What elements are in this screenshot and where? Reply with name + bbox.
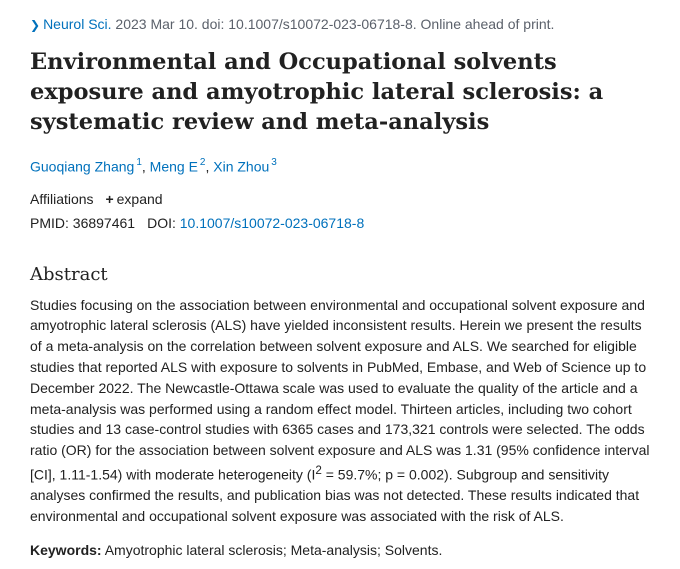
expand-affiliations-button[interactable]: [105, 191, 162, 207]
abstract-text: [30, 295, 654, 527]
author-link[interactable]: Meng E: [149, 158, 198, 175]
chevron-right-icon: ❯: [30, 18, 41, 32]
author-separator: ,: [141, 158, 150, 175]
plus-icon: +: [105, 190, 114, 207]
abstract-heading: Abstract: [30, 263, 108, 285]
expand-label: expand: [116, 190, 163, 207]
citation-line: [30, 14, 650, 35]
author-link[interactable]: Guoqiang Zhang: [30, 158, 135, 175]
keywords-label: Keywords:: [30, 542, 102, 559]
identifiers-row: [30, 213, 650, 233]
pmid-value: 36897461: [72, 214, 136, 231]
author-separator: ,: [205, 158, 214, 175]
author-link[interactable]: Xin Zhou: [213, 158, 270, 175]
affiliations-label: Affiliations: [30, 190, 94, 207]
doi-link[interactable]: 10.1007/s10072-023-06718-8: [179, 214, 365, 231]
article-title: Environmental and Occupational solvents exposure and amyotrophic lateral sclerosis: a systematic review and meta-analysis: [30, 49, 604, 135]
author-affiliation-ref[interactable]: 3: [271, 157, 277, 168]
abstract-superscript: 2: [315, 464, 322, 478]
affiliations-row: [30, 189, 650, 209]
abstract-text-part-2: = 59.7%; p = 0.002). Subgroup and sensitivity analyses confirmed the results, and publication bias was not detected. These results indicated that environmental and occupational solvent exposure was associated with the risk of ALS.: [30, 466, 640, 525]
keywords-list: Amyotrophic lateral sclerosis; Meta-analysis; Solvents.: [101, 542, 443, 559]
pmid-label: PMID:: [30, 214, 69, 231]
citation-details: 2023 Mar 10. doi: 10.1007/s10072-023-06718-8. Online ahead of print.: [111, 16, 555, 32]
abstract-text-part-1: Studies focusing on the association between environmental and occupational solvent exposure and amyotrophic lateral sclerosis (ALS) have yielded inconsistent results. Herein we present the results of a meta-analysis on the correlation between solvent exposure and ALS. We searched for eligible studies that reported ALS with exposure to solvents in PubMed, Embase, and Web of Science up to December 2022. The Newcastle-Ottawa scale was used to evaluate the quality of the article and a meta-analysis was performed using a random effect model. Thirteen articles, including two cohort studies and 13 case-control studies with 6365 cases and 173,321 controls were selected. The odds ratio (OR) for the association between solvent exposure and ALS was 1.31 (95% confidence interval [CI], 1.11-1.54) with moderate heterogeneity (I: [30, 296, 650, 483]
author-affiliation-ref[interactable]: 2: [199, 157, 206, 168]
keywords-row: [30, 540, 650, 560]
doi-label: DOI:: [147, 214, 176, 231]
journal-link[interactable]: Neurol Sci.: [43, 16, 112, 32]
author-affiliation-ref[interactable]: 1: [136, 157, 142, 168]
author-list: [30, 154, 650, 177]
